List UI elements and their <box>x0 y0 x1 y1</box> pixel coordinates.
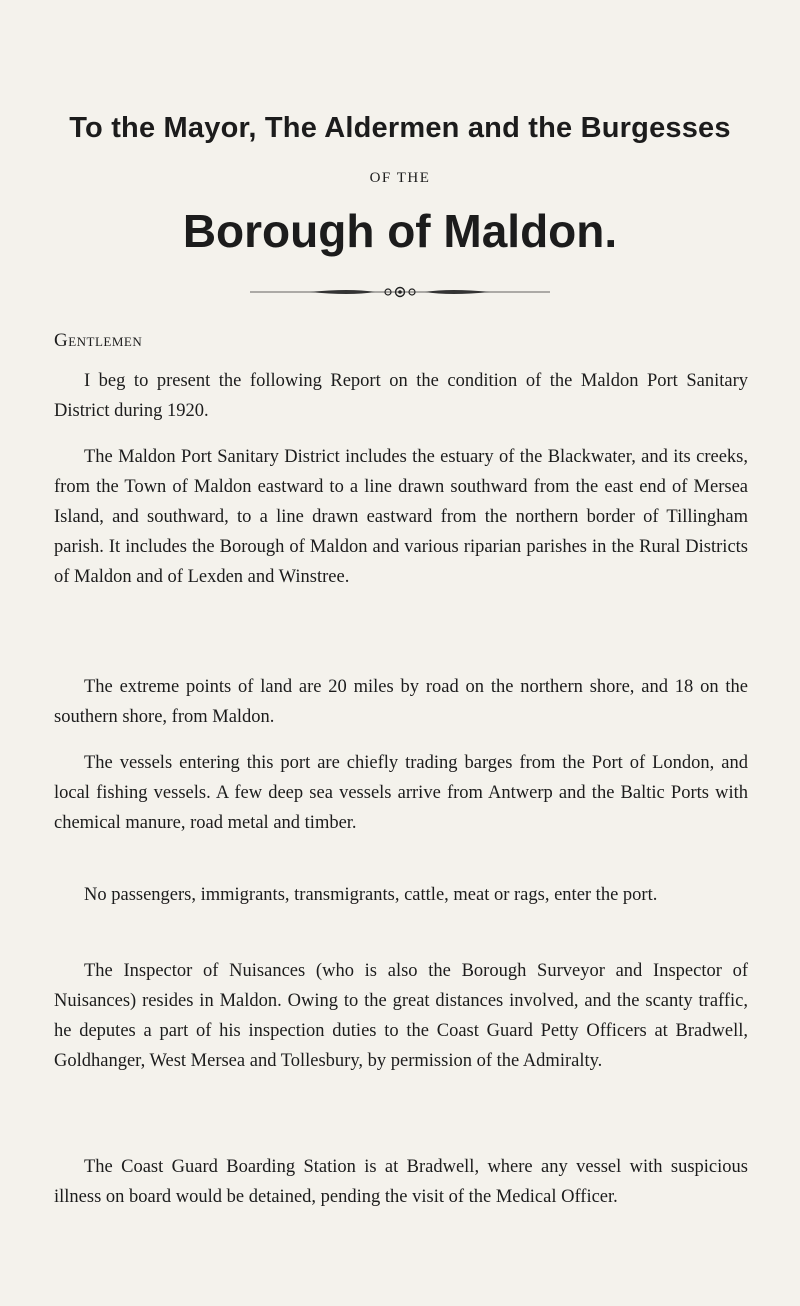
paragraph-district-extent: The Maldon Port Sanitary District includes the estuary of the Blackwater, and its creeks, from the Town of Maldon eastward to a line drawn southward from the east end of Mersea Island, and southward, to a line drawn eastward from the northern border of Tillingham parish. It includes the Borough of Maldon and various riparian parishes in the Rural Districts of Maldon and of Lexden and Winstree. <box>54 447 748 587</box>
address-title: To the Mayor, The Aldermen and the Burgesses <box>69 112 731 144</box>
of-the-line: OF THE <box>369 170 431 186</box>
paragraph-report-intro: I beg to present the following Report on the condition of the Maldon Port Sanitary District during 1920. <box>54 371 748 421</box>
paragraph-no-passengers: No passengers, immigrants, transmigrants, cattle, meat or rags, enter the port. <box>84 885 658 905</box>
borough-heading: Borough of Maldon. <box>182 205 618 257</box>
paragraph-extreme-points: The extreme points of land are 20 miles by road on the northern shore, and 18 on the southern shore, from Maldon. <box>54 677 748 727</box>
ornament-divider-icon <box>250 286 550 298</box>
paragraph-vessels: The vessels entering this port are chiefly trading barges from the Port of London, and local fishing vessels. A few deep sea vessels arrive from Antwerp and the Baltic Ports with chemical manure, road metal and timber. <box>54 753 748 833</box>
paragraph-boarding-station: The Coast Guard Boarding Station is at Bradwell, where any vessel with suspicious illness on board would be detained, pending the visit of the Medical Officer. <box>54 1157 748 1207</box>
paragraph-inspector: The Inspector of Nuisances (who is also the Borough Surveyor and Inspector of Nuisances) resides in Maldon. Owing to the great distances involved, and the scanty traffic, he deputes a part of his inspection duties to the Coast Guard Petty Officers at Bradwell, Goldhanger, West Mersea and Tollesbury, by permission of the Admiralty. <box>54 961 748 1071</box>
salutation: Gentlemen <box>54 330 143 351</box>
